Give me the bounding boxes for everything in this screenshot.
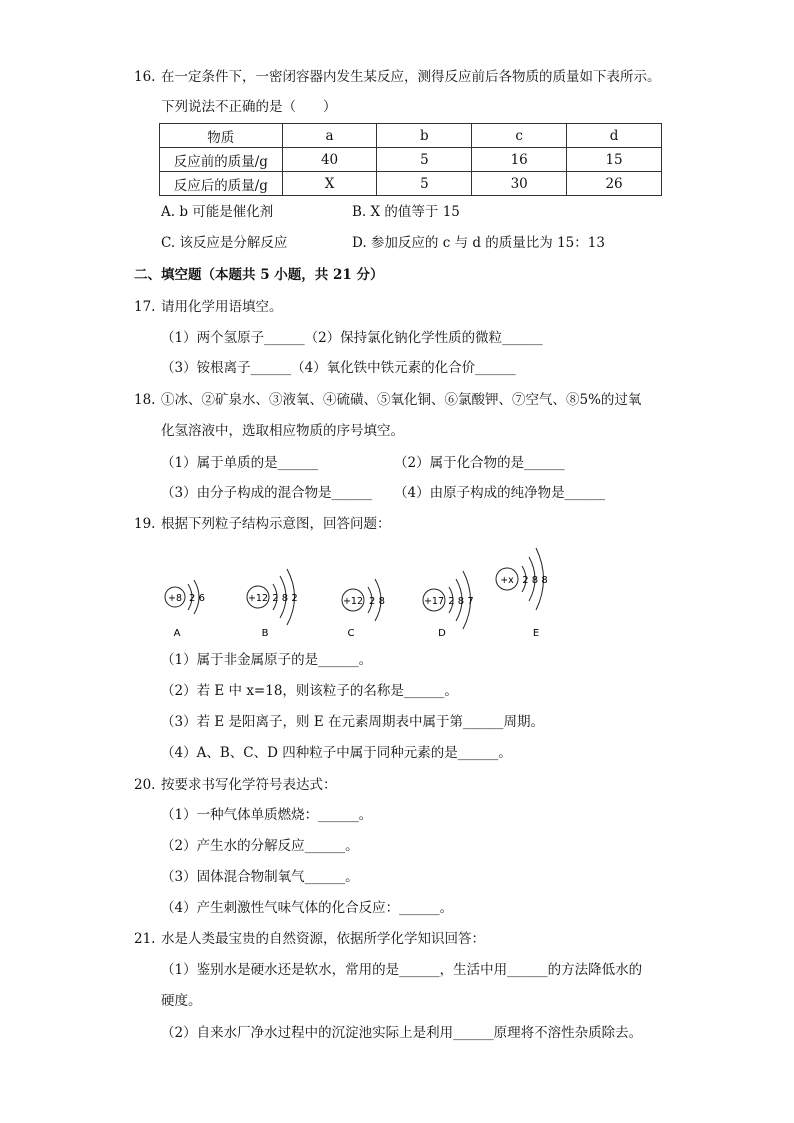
svg-text:+8: +8 xyxy=(167,593,183,604)
q21-sub1-line2: 硬度。 xyxy=(161,993,202,1009)
q21-sub1-line1: （1）鉴别水是硬水还是软水，常用的是______，生活中用______的方法降低水的 xyxy=(161,962,643,978)
q20-stem: 按要求书写化学符号表达式： xyxy=(161,777,337,793)
q18-stem-line2: 化氢溶液中，选取相应物质的序号填空。 xyxy=(161,423,404,439)
particle-diagram-e xyxy=(496,548,548,639)
q17-line1: （1）两个氢原子______（2）保持氯化钠化学性质的微粒______ xyxy=(161,330,543,346)
table-cell: 40 xyxy=(282,148,377,172)
svg-text:2 8: 2 8 xyxy=(369,596,385,607)
particle-diagram-c xyxy=(342,579,385,639)
q16-option-d: D. 参加反应的 c 与 d 的质量比为 15：13 xyxy=(352,235,605,251)
table-header-row xyxy=(160,124,662,148)
mass-table xyxy=(159,123,662,196)
svg-text:D: D xyxy=(438,628,446,639)
table-cell: X xyxy=(282,172,377,196)
section-title: 二、填空题（本题共 5 小题，共 21 分） xyxy=(134,267,384,283)
q20-sub2: （2）产生水的分解反应______。 xyxy=(161,838,359,854)
svg-text:2 8 7: 2 8 7 xyxy=(448,596,474,607)
q16-option-c: C. 该反应是分解反应 xyxy=(161,235,288,251)
svg-text:+17: +17 xyxy=(423,596,445,607)
svg-text:+12: +12 xyxy=(342,596,364,607)
particle-diagram-a xyxy=(165,580,205,639)
svg-text:+12: +12 xyxy=(247,593,269,604)
table-cell: 5 xyxy=(377,148,472,172)
particle-diagram-d xyxy=(423,571,474,639)
table-cell: 16 xyxy=(472,148,567,172)
svg-text:A: A xyxy=(173,628,181,639)
q21-number: 21. xyxy=(134,931,156,947)
q18-item2: （2）属于化合物的是______ xyxy=(394,455,565,471)
svg-text:E: E xyxy=(532,628,540,639)
q20-sub4: （4）产生刺激性气味气体的化合反应：______。 xyxy=(161,900,454,916)
q18-item3: （3）由分子构成的混合物是______ xyxy=(161,485,373,501)
q18-number: 18. xyxy=(134,392,156,408)
q19-sub2: （2）若 E 中 x=18，则该粒子的名称是______。 xyxy=(161,683,458,699)
q21-stem: 水是人类最宝贵的自然资源，依据所学化学知识回答： xyxy=(161,931,485,947)
table-cell: 26 xyxy=(567,172,662,196)
q19-stem: 根据下列粒子结构示意图，回答问题： xyxy=(161,516,391,532)
svg-text:+x: +x xyxy=(500,575,514,586)
q17-line2: （3）铵根离子______（4）氧化铁中铁元素的化合价______ xyxy=(161,360,516,376)
q20-sub1: （1）一种气体单质燃烧：______。 xyxy=(161,807,373,823)
q16-stem-line2: 下列说法不正确的是（ ） xyxy=(161,99,337,115)
table-cell: 反应前的质量/g xyxy=(160,148,283,172)
q17-number: 17. xyxy=(134,299,156,315)
svg-text:2 8 2: 2 8 2 xyxy=(272,593,298,604)
q16-option-a: A. b 可能是催化剂 xyxy=(161,204,274,220)
particle-structure-diagrams xyxy=(155,540,575,645)
table-cell: a xyxy=(282,124,377,148)
table-cell: 30 xyxy=(472,172,567,196)
table-cell: b xyxy=(377,124,472,148)
table-cell: d xyxy=(567,124,662,148)
table-row xyxy=(160,172,662,196)
table-cell: 5 xyxy=(377,172,472,196)
q19-sub1: （1）属于非金属原子的是______。 xyxy=(161,652,373,668)
q18-stem-line1: ①冰、②矿泉水、③液氧、④硫磺、⑤氧化铜、⑥氯酸钾、⑦空气、⑧5%的过氧 xyxy=(161,392,642,408)
svg-text:2 8 8: 2 8 8 xyxy=(522,575,548,586)
q18-item4: （4）由原子构成的纯净物是______ xyxy=(394,485,606,501)
q19-sub4: （4）A、B、C、D 四种粒子中属于同种元素的是______。 xyxy=(161,745,512,761)
table-cell: 15 xyxy=(567,148,662,172)
q17-stem: 请用化学用语填空。 xyxy=(161,299,283,315)
particle-diagram-b xyxy=(247,569,298,639)
q19-number: 19. xyxy=(134,516,156,532)
svg-text:B: B xyxy=(261,628,269,639)
q18-item1: （1）属于单质的是______ xyxy=(161,455,319,471)
svg-text:2 6: 2 6 xyxy=(189,593,205,604)
q20-sub3: （3）固体混合物制氧气______。 xyxy=(161,869,359,885)
table-cell: c xyxy=(472,124,567,148)
q16-stem-line1: 在一定条件下，一密闭容器内发生某反应，测得反应前后各物质的质量如下表所示。 xyxy=(161,69,661,85)
table-cell: 反应后的质量/g xyxy=(160,172,283,196)
svg-text:C: C xyxy=(347,628,355,639)
table-row xyxy=(160,148,662,172)
q19-sub3: （3）若 E 是阳离子，则 E 在元素周期表中属于第______周期。 xyxy=(161,714,544,730)
q16-option-b: B. X 的值等于 15 xyxy=(352,204,460,220)
table-cell: 物质 xyxy=(160,124,283,148)
q21-sub2: （2）自来水厂净水过程中的沉淀池实际上是利用______原理将不溶性杂质除去。 xyxy=(161,1025,643,1041)
q20-number: 20. xyxy=(134,777,156,793)
q16-number: 16. xyxy=(134,69,156,85)
